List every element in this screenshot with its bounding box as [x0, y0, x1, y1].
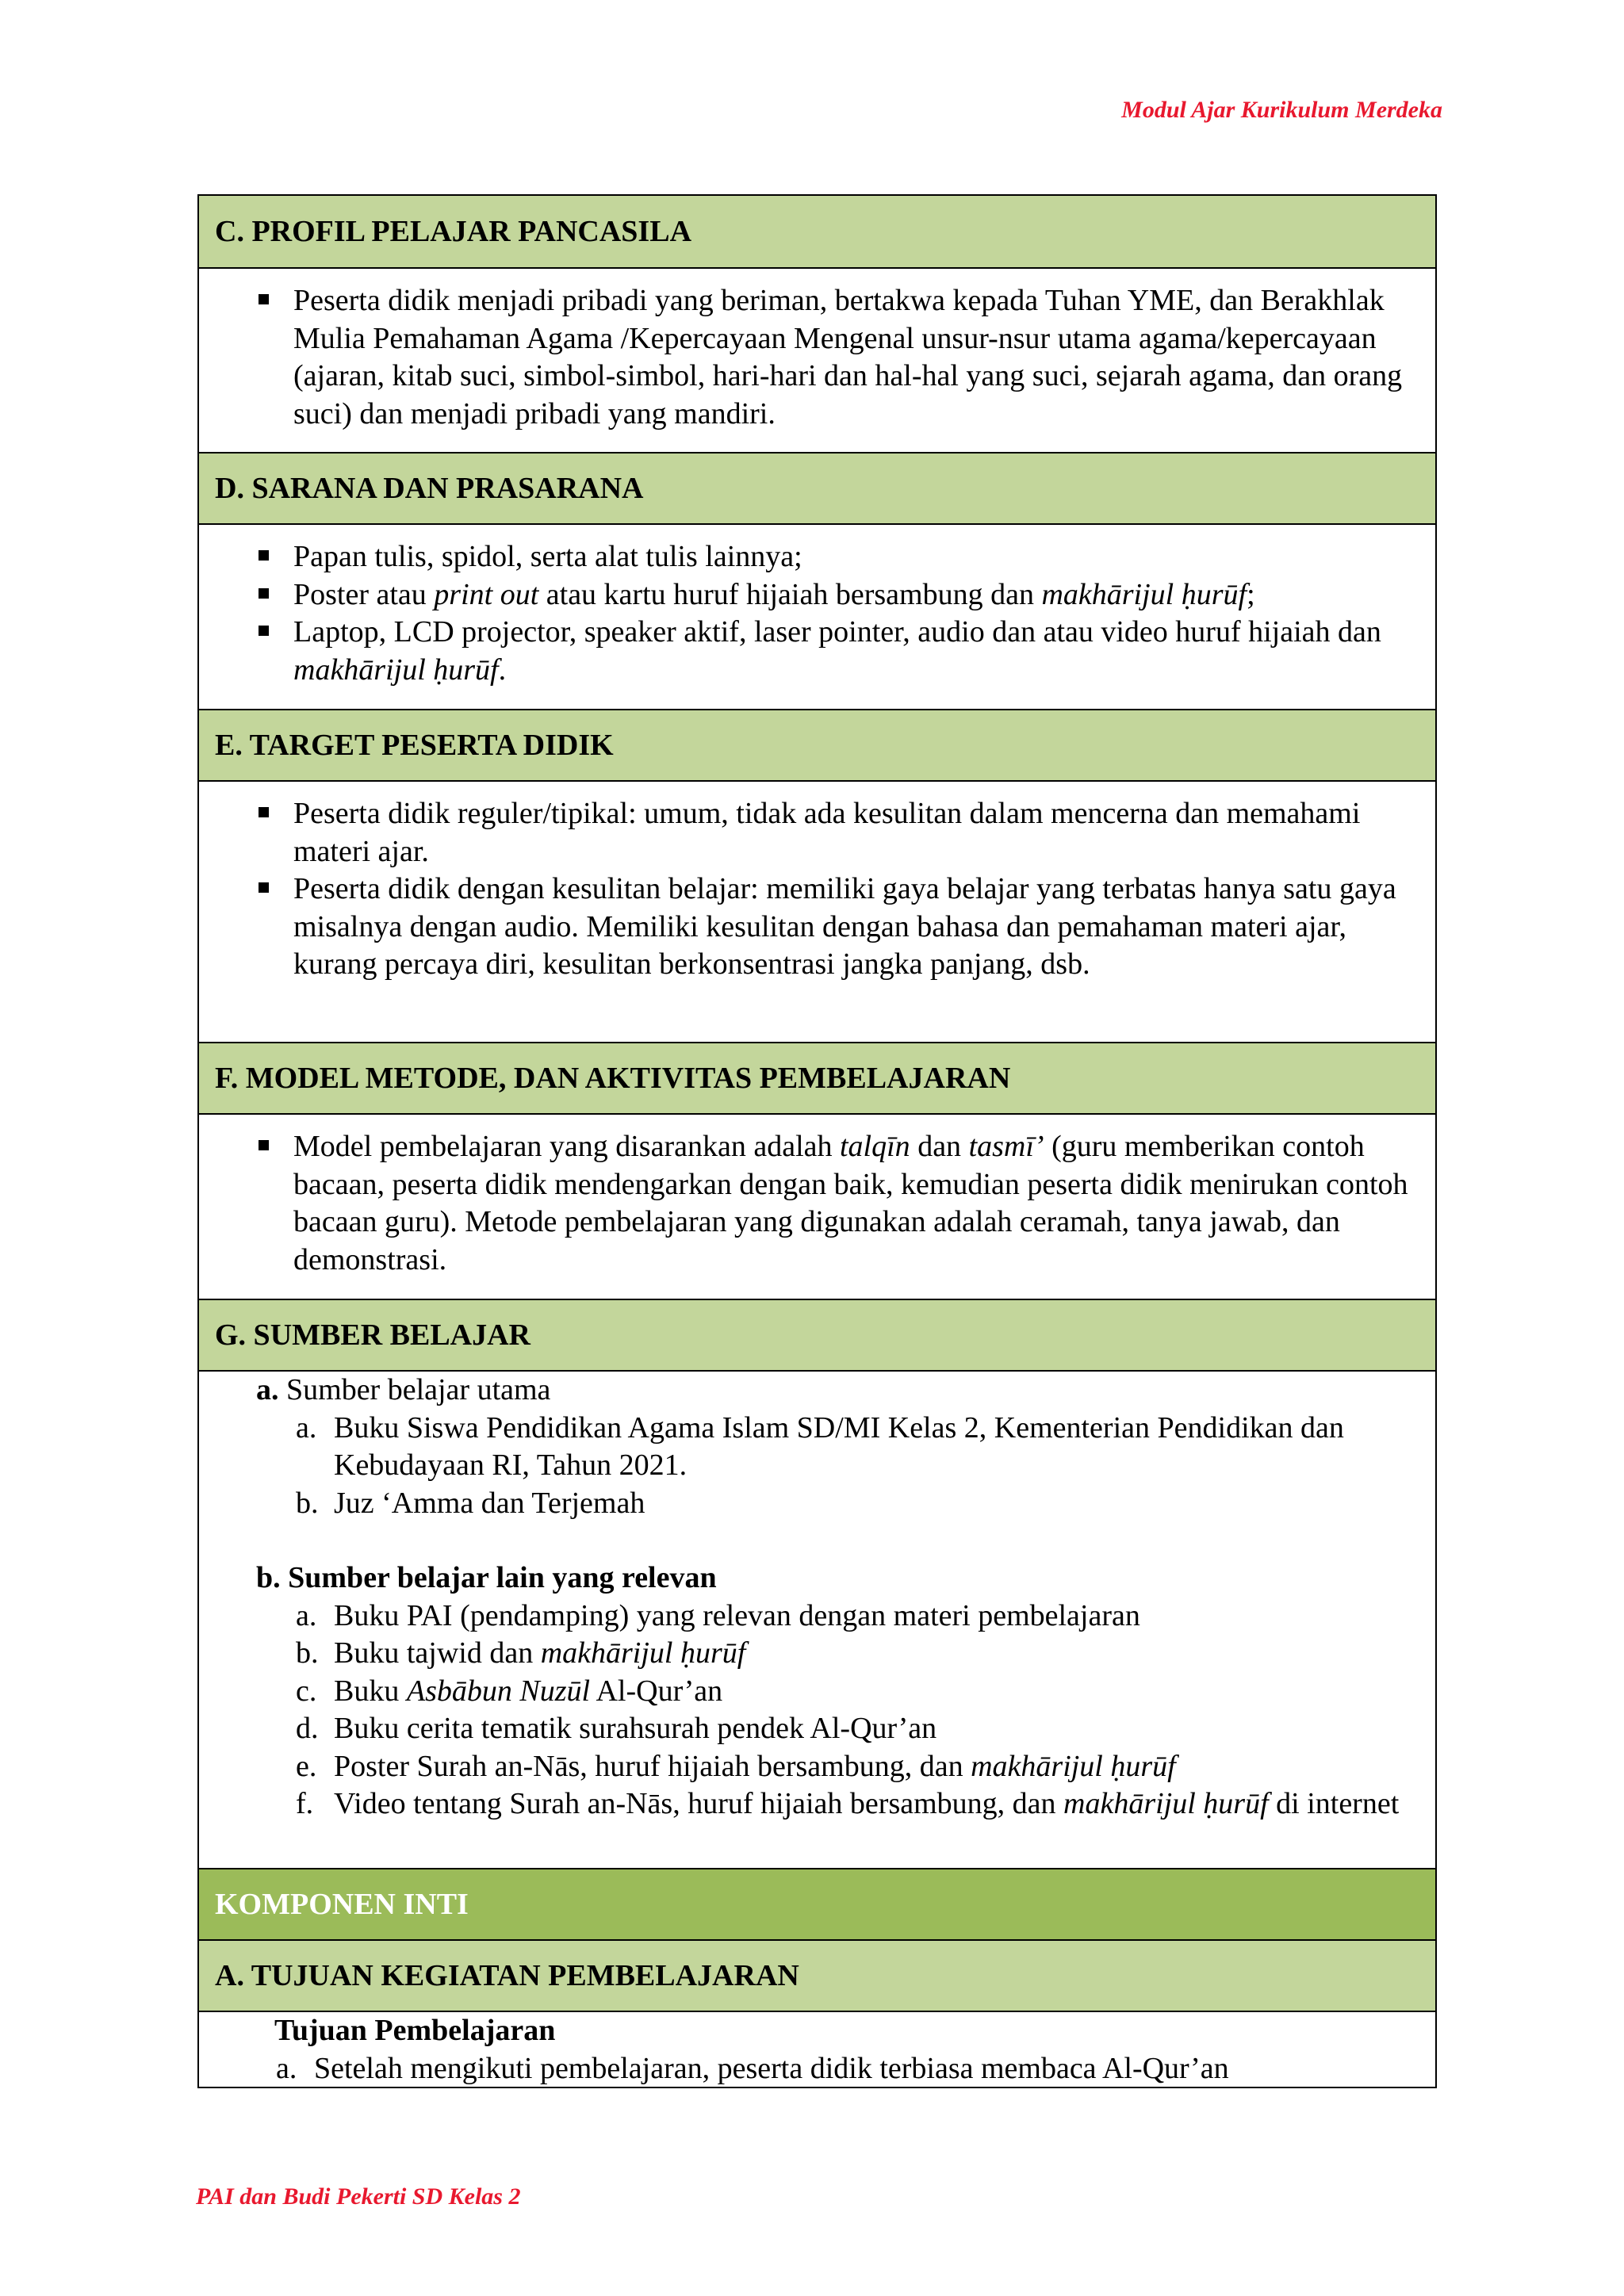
- list-item: b. Juz ‘Amma dan Terjemah: [296, 1486, 645, 1520]
- list-item: a. Buku PAI (pendamping) yang relevan dengan materi pembelajaran: [296, 1598, 1140, 1632]
- section-c-body: [199, 267, 1435, 452]
- text-italic: talqīn: [840, 1130, 910, 1163]
- page-header: Modul Ajar Kurikulum Merdeka: [1121, 97, 1442, 123]
- komponen-inti-heading: KOMPONEN INTI: [199, 1868, 1435, 1939]
- section-d-item: [293, 614, 1435, 689]
- text: ;: [1247, 577, 1255, 611]
- text: (guru memberikan contoh bacaan, peserta didik mendengarkan dengan baik, kemudian peserta didik menirukan contoh bacaan guru). Metode pembelajaran yang digunakan adalah ceramah, tanya jawab, dan demonstrasi.: [293, 1130, 1408, 1276]
- section-f-item: [293, 1128, 1435, 1279]
- section-d-item: Papan tulis, spidol, serta alat tulis lainnya;: [293, 538, 1435, 576]
- text: .: [498, 652, 507, 687]
- section-g-heading: G. SUMBER BELAJAR: [199, 1299, 1435, 1370]
- section-e-body: [199, 780, 1435, 1042]
- tujuan-body: [199, 2011, 1435, 2087]
- tujuan-heading: A. TUJUAN KEGIATAN PEMBELAJARAN: [199, 1939, 1435, 2011]
- sumber-lain-title: b. Sumber belajar lain yang relevan: [256, 1561, 717, 1594]
- section-g-body: [199, 1370, 1435, 1868]
- text: atau kartu huruf hijaiah bersambung dan: [538, 577, 1042, 611]
- section-c-heading: C. PROFIL PELAJAR PANCASILA: [199, 196, 1435, 267]
- section-d-body: [199, 523, 1435, 709]
- text: dan: [910, 1130, 969, 1163]
- section-e-heading: E. TARGET PESERTA DIDIK: [199, 709, 1435, 780]
- section-e-item: Peserta didik reguler/tipikal: umum, tidak ada kesulitan dalam mencerna dan memahami materi ajar.: [293, 795, 1435, 871]
- list-item: d. Buku cerita tematik surahsurah pendek Al-Qur’an: [296, 1712, 937, 1745]
- list-item: a. Setelah mengikuti pembelajaran, peserta didik terbiasa membaca Al-Qur’an: [276, 2051, 1229, 2085]
- section-c-item: Peserta didik menjadi pribadi yang beriman, bertakwa kepada Tuhan YME, dan Berakhlak Mulia Pemahaman Agama /Kepercayaan Mengenal unsur-nsur utama agama/kepercayaan (ajaran, kitab suci, simbol-simbol, hari-hari dan hal-hal yang suci, sejarah agama, dan orang suci) dan menjadi pribadi yang mandiri.: [293, 282, 1435, 433]
- text: Poster atau: [293, 577, 435, 611]
- section-f-heading: F. MODEL METODE, DAN AKTIVITAS PEMBELAJARAN: [199, 1042, 1435, 1113]
- section-e-item: Peserta didik dengan kesulitan belajar: memiliki gaya belajar yang terbatas hanya satu gaya misalnya dengan audio. Memiliki kesulitan dengan bahasa dan pemahaman materi ajar, kurang percaya diri, kesulitan berkonsentrasi jangka panjang, dsb.: [293, 871, 1435, 984]
- text-italic: makhārijul ḥurūf: [293, 652, 499, 687]
- section-d-heading: D. SARANA DAN PRASARANA: [199, 452, 1435, 523]
- module-table: [197, 194, 1437, 2088]
- text-italic: makhārijul ḥurūf: [1041, 577, 1247, 611]
- sumber-utama-title: a. Sumber belajar utama: [256, 1373, 551, 1406]
- list-item: f. Video tentang Surah an-Nās, huruf hijaiah bersambung, dan makhārijul ḥurūf di internet: [296, 1787, 1400, 1820]
- page-footer: PAI dan Budi Pekerti SD Kelas 2: [196, 2183, 521, 2210]
- list-item: a. Buku Siswa Pendidikan Agama Islam SD/MI Kelas 2, Kementerian Pendidikan dan Kebudayaan RI, Tahun 2021.: [296, 1410, 1344, 1482]
- text-italic: print out: [434, 577, 539, 611]
- list-item: b. Buku tajwid dan makhārijul ḥurūf: [296, 1636, 746, 1670]
- list-item: c. Buku Asbābun Nuzūl Al-Qur’an: [296, 1674, 723, 1708]
- tujuan-title: Tujuan Pembelajaran: [274, 2014, 556, 2047]
- text-italic: tasmī’: [968, 1130, 1044, 1163]
- text: Laptop, LCD projector, speaker aktif, laser pointer, audio dan atau video huruf hijaiah dan: [293, 615, 1381, 649]
- text: Model pembelajaran yang disarankan adalah: [293, 1130, 840, 1163]
- list-item: e. Poster Surah an-Nās, huruf hijaiah bersambung, dan makhārijul ḥurūf: [296, 1749, 1176, 1783]
- section-f-body: [199, 1113, 1435, 1299]
- section-d-item: [293, 576, 1435, 614]
